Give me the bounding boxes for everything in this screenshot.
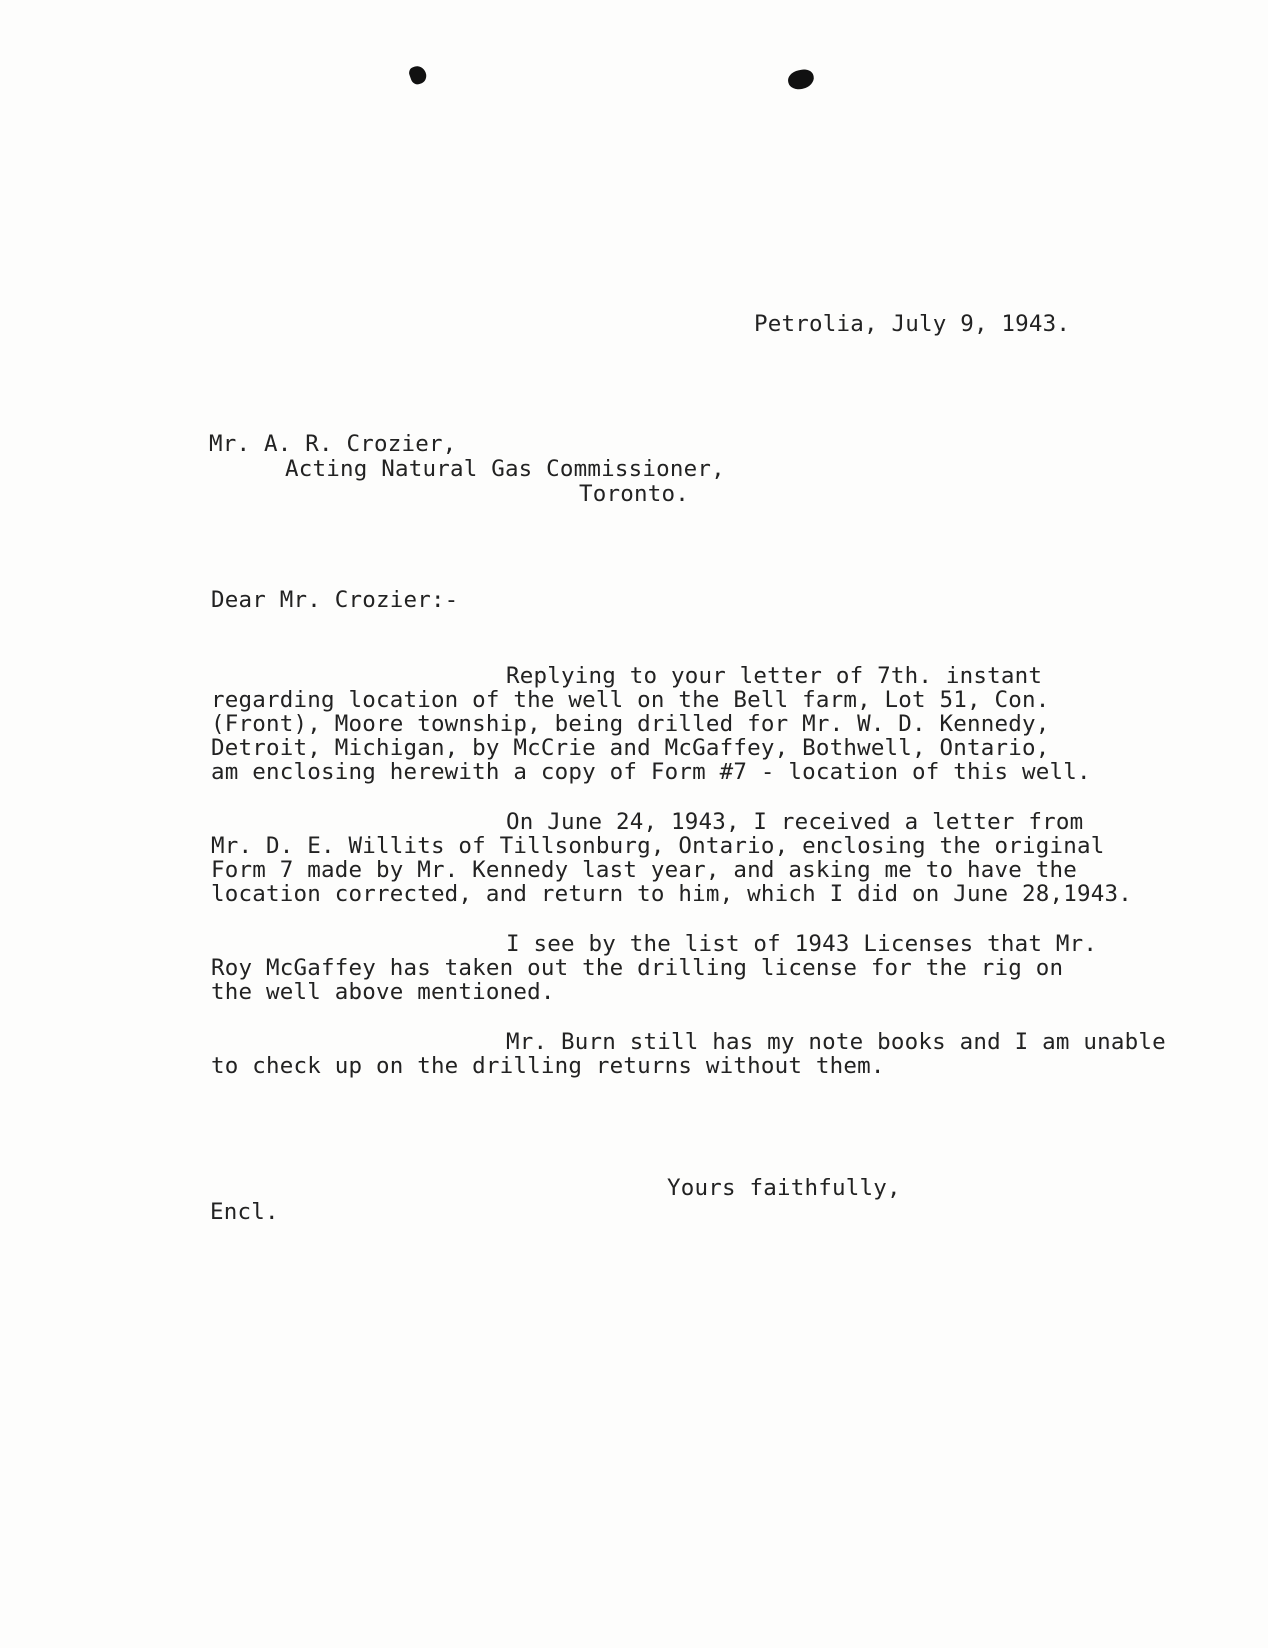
paragraph-line: (Front), Moore township, being drilled for Mr. W. D. Kennedy, — [211, 711, 1050, 737]
paragraph-line: Mr. D. E. Willits of Tillsonburg, Ontario, enclosing the original — [211, 833, 1105, 859]
paragraph-line: On June 24, 1943, I received a letter from — [506, 809, 1084, 835]
paragraph-line: Replying to your letter of 7th. instant — [506, 663, 1043, 689]
paragraph-line: Mr. Burn still has my note books and I am unable — [506, 1029, 1166, 1055]
salutation: Dear Mr. Crozier:- — [211, 587, 459, 613]
ink-blot — [407, 64, 428, 86]
paragraph-line: to check up on the drilling returns without them. — [211, 1053, 885, 1079]
closing: Yours faithfully, — [667, 1175, 901, 1201]
paragraph-line: location corrected, and return to him, which I did on June 28,1943. — [211, 881, 1132, 907]
ink-blot — [786, 68, 815, 92]
paragraph-line: regarding location of the well on the Bell farm, Lot 51, Con. — [211, 687, 1050, 713]
letter-date: Petrolia, July 9, 1943. — [754, 311, 1071, 337]
enclosure-note: Encl. — [210, 1199, 279, 1225]
paragraph-line: Detroit, Michigan, by McCrie and McGaffey, Bothwell, Ontario, — [211, 735, 1050, 761]
paragraph-line: Form 7 made by Mr. Kennedy last year, and asking me to have the — [211, 857, 1078, 883]
recipient-city: Toronto. — [579, 481, 689, 507]
recipient-title: Acting Natural Gas Commissioner, — [285, 456, 725, 482]
paragraph-line: I see by the list of 1943 Licenses that Mr. — [506, 931, 1098, 957]
recipient-name: Mr. A. R. Crozier, — [209, 431, 457, 457]
paragraph-line: the well above mentioned. — [211, 979, 555, 1005]
paragraph-line: Roy McGaffey has taken out the drilling license for the rig on — [211, 955, 1064, 981]
paragraph-line: am enclosing herewith a copy of Form #7 - location of this well. — [211, 759, 1091, 785]
